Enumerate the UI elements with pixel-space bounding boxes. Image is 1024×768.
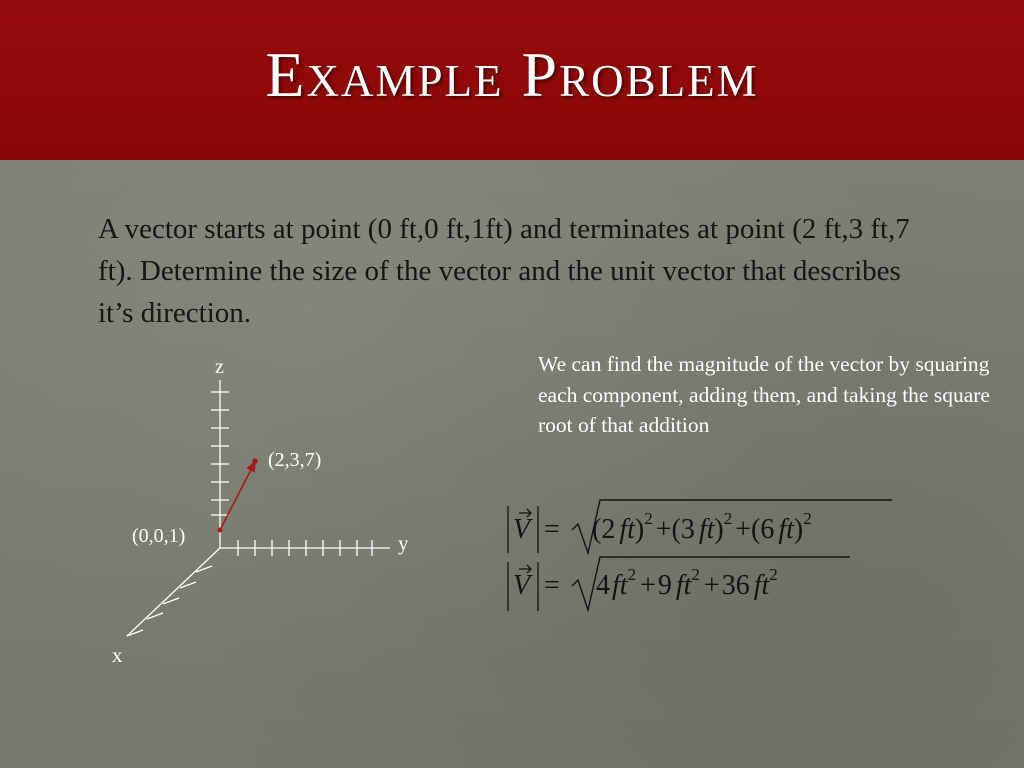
slide-title: Example Problem	[265, 39, 759, 110]
equals-sign: =	[544, 514, 560, 545]
svg-text:(2ft)2+(3ft)2+(6ft)2: (2 ft)$^2$ +(3 ft)$^2$ +(6 ft)$^2$	[592, 509, 812, 545]
vector-arrow	[220, 462, 255, 530]
equals-sign: =	[544, 570, 560, 601]
vector-v-symbol: V	[513, 570, 531, 601]
equation-line-1	[508, 500, 892, 553]
start-point-label: (0,0,1)	[132, 525, 186, 547]
vector-v-symbol: V	[513, 514, 531, 545]
x-axis-label: x	[112, 643, 123, 667]
y-axis-label: y	[398, 531, 409, 555]
equation-line-2	[508, 557, 850, 611]
explanation-text: We can find the magnitude of the vector by squaring each component, adding them, and taking the square root of that addition	[538, 352, 990, 437]
start-point	[218, 528, 223, 533]
problem-statement: A vector starts at point (0 ft,0 ft,1ft) and terminates at point (2 ft,3 ft,7 ft). Determine the size of the vector and the unit vector that describes it’s direction.	[98, 213, 910, 329]
x-axis	[127, 548, 220, 636]
end-point-label: (2,3,7)	[268, 449, 322, 471]
svg-text:4ft2+9ft2+36ft2: $4ft^2 +9$ $ft^2 +36$ $ft^2$	[596, 565, 778, 601]
x-axis-ticks	[127, 566, 212, 636]
end-point	[252, 458, 258, 464]
z-axis-label: z	[215, 356, 224, 378]
